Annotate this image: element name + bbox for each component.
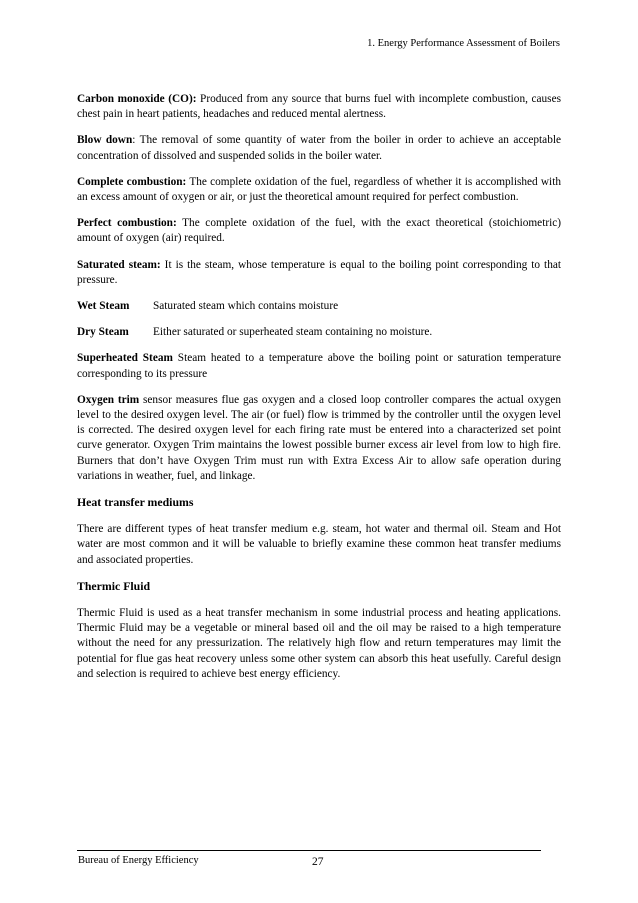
definition-blow-down — [77, 133, 561, 163]
definition-saturated-steam — [77, 258, 561, 288]
definition-text: Steam heated to a temperature above the boiling point or saturation temperature corresponding to its pressure — [77, 352, 561, 380]
definition-term: Superheated Steam — [77, 352, 173, 365]
paragraph-heat-transfer: There are different types of heat transfer medium e.g. steam, hot water and thermal oil. Steam and Hot water are most common and it will be valuable to briefly examine these common heat transfer mediums and associated properties. — [77, 523, 561, 566]
definition-perfect-combustion — [77, 216, 561, 246]
paragraph-thermic-fluid: Thermic Fluid is used as a heat transfer mechanism in some industrial process and heating applications. Thermic Fluid may be a vegetable or mineral based oil and the oil may be raised to a high temperature without the need for any pressurization. The relatively high flow and return temperatures may limit the potential for flue gas heat recovery unless some other system can absorb this heat usefully. Careful design and selection is required to achieve best energy efficiency. — [77, 607, 561, 680]
definition-text: The complete oxidation of the fuel, with the exact theoretical (stoichiometric) amount of oxygen (air) required. — [77, 217, 562, 245]
definition-text: It is the steam, whose temperature is equal to the boiling point corresponding to that pressure. — [77, 258, 561, 286]
definition-term: Blow down — [77, 134, 133, 147]
definition-text: Saturated steam which contains moisture — [153, 300, 339, 313]
definition-text: : The removal of some quantity of water from the boiler in order to achieve an acceptable concentration of dissolved and suspended solids in the boiler water. — [77, 134, 561, 162]
page-content — [77, 92, 561, 693]
definition-term: Dry Steam — [77, 326, 129, 339]
definition-term: Wet Steam — [77, 300, 130, 313]
definition-text: Either saturated or superheated steam containing no moisture. — [153, 326, 433, 339]
footer-organization: Bureau of Energy Efficiency — [78, 855, 199, 866]
heading-thermic-fluid: Thermic Fluid — [77, 578, 151, 593]
definition-dry-steam — [77, 325, 561, 340]
definition-text: Produced from any source that burns fuel with incomplete combustion, causes chest pain in heart patients, headaches and reduced mental alertness. — [77, 93, 561, 121]
definition-complete-combustion — [77, 175, 561, 205]
definition-term: Saturated steam: — [77, 258, 161, 271]
definition-wet-steam — [77, 299, 561, 314]
definition-superheated-steam — [77, 351, 561, 381]
definition-text: sensor measures flue gas oxygen and a closed loop controller compares the actual oxygen level to the desired oxygen level. The air (or fuel) flow is trimmed by the controller until the oxygen level is corrected. The desired oxygen level for each firing rate must be entered into a characterized set point curve generator. Oxygen Trim maintains the lowest possible burner excess air level from low to high fire. Burners that don’t have Oxygen Trim must run with Extra Excess Air to allow safe operation during variations in weather, fuel, and linkage. — [77, 393, 561, 482]
definition-oxygen-trim — [77, 393, 561, 484]
definition-term: Complete combustion: — [77, 175, 187, 188]
page-number: 27 — [312, 856, 324, 868]
definition-term: Perfect combustion: — [77, 217, 177, 230]
heading-heat-transfer-mediums: Heat transfer mediums — [77, 495, 194, 510]
definition-text: The complete oxidation of the fuel, regardless of whether it is accomplished with an excess amount of oxygen or air, or just the theoretical amount required for perfect combustion. — [77, 175, 561, 204]
definition-term: Oxygen trim — [77, 393, 140, 406]
definition-carbon-monoxide — [77, 92, 561, 122]
page-header: 1. Energy Performance Assessment of Boilers — [367, 38, 560, 49]
definition-term: Carbon monoxide (CO): — [77, 93, 197, 105]
footer-divider — [77, 850, 541, 851]
